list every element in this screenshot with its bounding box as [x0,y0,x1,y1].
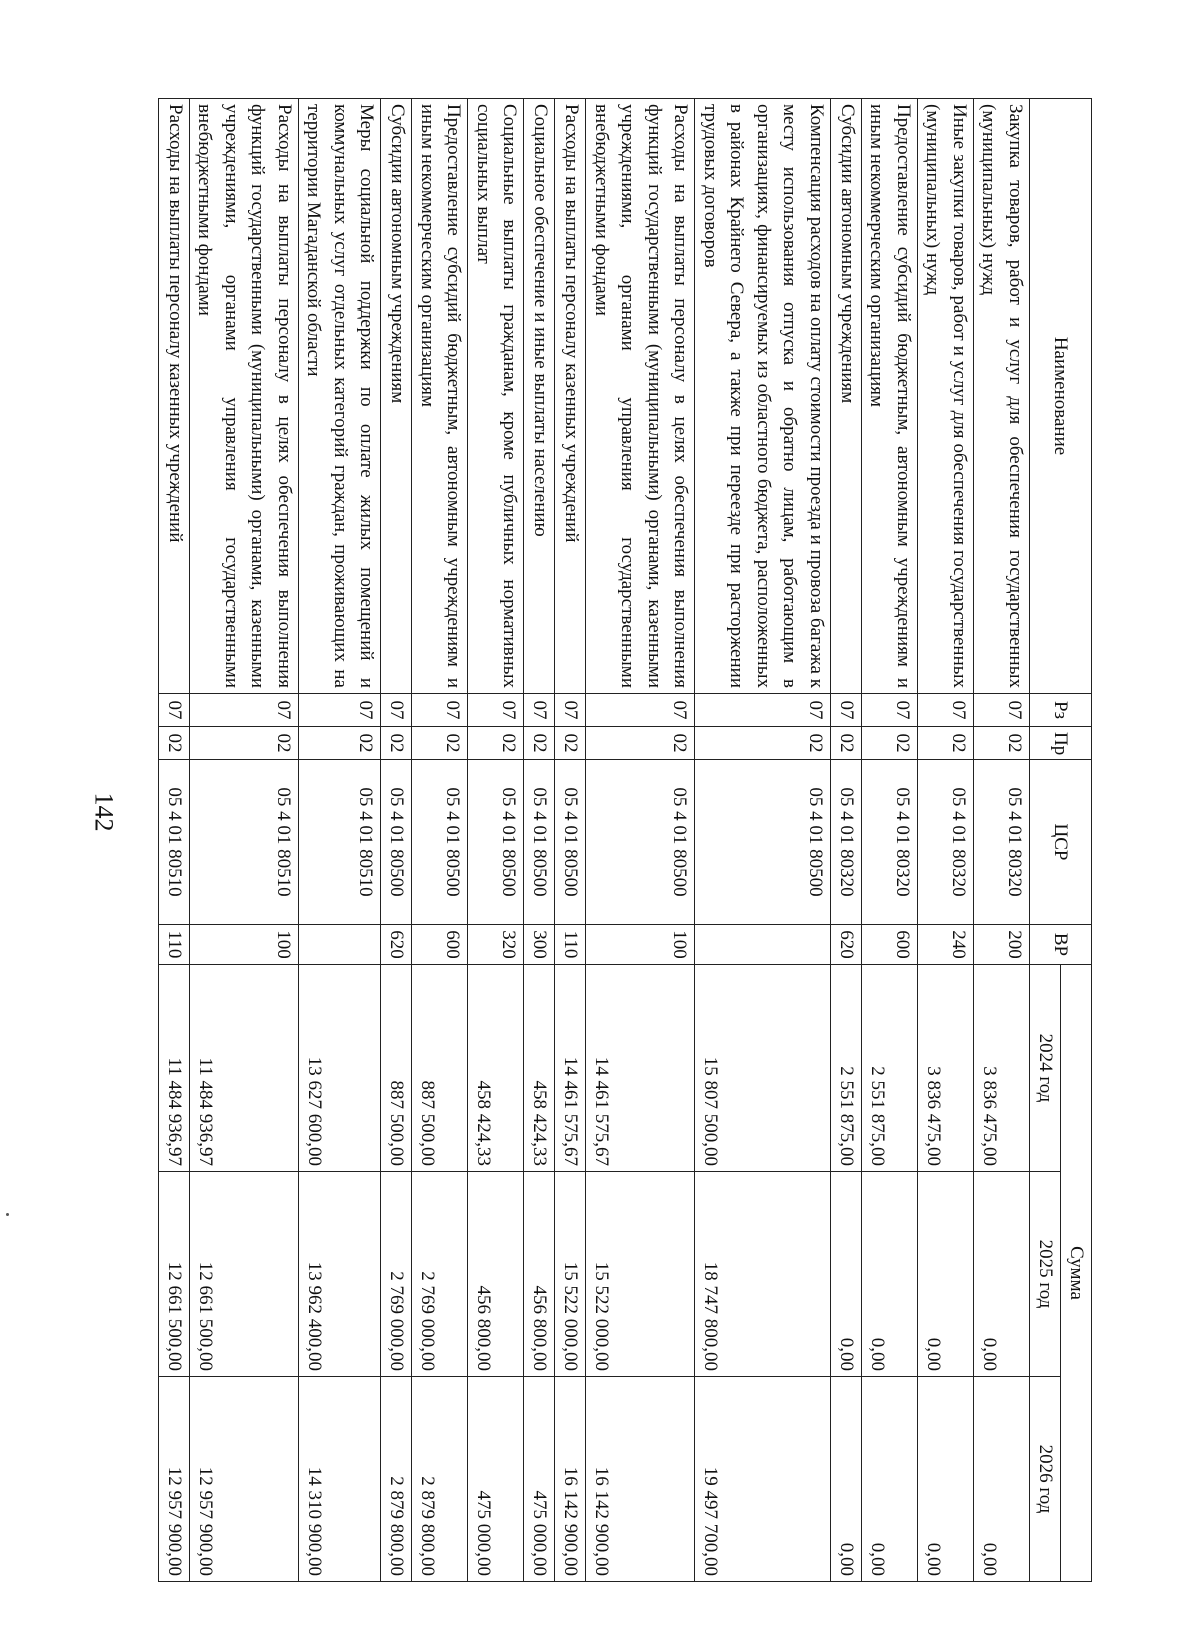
cell-2025: 456 800,00 [524,1172,555,1377]
cell-vr: 620 [381,925,412,965]
header-pr: Пр [1030,727,1092,760]
cell-rz: 07 [381,694,412,727]
cell-2025: 15 522 000,00 [586,1172,695,1377]
table-row [299,99,382,1582]
cell-2026: 19 497 700,00 [695,1377,831,1582]
cell-rz: 07 [190,694,299,727]
cell-2026: 16 142 900,00 [555,1377,586,1582]
cell-rz: 07 [555,694,586,727]
cell-vr: 600 [412,925,468,965]
cell-2026: 16 142 900,00 [586,1377,695,1582]
cell-2025: 0,00 [862,1172,918,1377]
cell-2024: 2 551 875,00 [831,965,862,1172]
cell-name: Расходы на выплаты персоналу в целях обеспечения выполнения функций государственными (муниципальными) органами, казенными учреждениями, органами управления государственными внебюджетными фондами [586,99,695,694]
cell-2026: 12 957 900,00 [190,1377,299,1582]
cell-vr: 300 [524,925,555,965]
cell-pr: 02 [159,727,190,760]
cell-2025: 456 800,00 [468,1172,524,1377]
cell-2025: 12 661 500,00 [190,1172,299,1377]
header-vr: ВР [1030,925,1092,965]
budget-table-container [164,98,1092,1581]
cell-vr: 320 [468,925,524,965]
cell-2024: 14 461 575,67 [555,965,586,1172]
cell-2024: 13 627 600,00 [299,965,382,1172]
cell-2025: 2 769 000,00 [412,1172,468,1377]
cell-2025: 13 962 400,00 [299,1172,382,1377]
cell-2024: 11 484 936,97 [190,965,299,1172]
cell-pr: 02 [524,727,555,760]
cell-vr: 200 [974,925,1030,965]
header-2026: 2026 год [1030,1377,1061,1582]
header-sum: Сумма [1061,965,1092,1582]
cell-csr: 05 4 01 80320 [831,760,862,925]
cell-pr: 02 [468,727,524,760]
header-2025: 2025 год [1030,1172,1061,1377]
cell-csr: 05 4 01 80510 [190,760,299,925]
cell-2025: 2 769 000,00 [381,1172,412,1377]
cell-csr: 05 4 01 80500 [381,760,412,925]
cell-name: Социальные выплаты гражданам, кроме публичных нормативных социальных выплат [468,99,524,694]
cell-rz: 07 [586,694,695,727]
cell-2024: 3 836 475,00 [974,965,1030,1172]
cell-name: Расходы на выплаты персоналу казенных учреждений [159,99,190,694]
cell-name: Субсидии автономным учреждениям [381,99,412,694]
cell-2026: 0,00 [831,1377,862,1582]
table-body [159,99,1030,1582]
cell-rz: 07 [831,694,862,727]
table-row [381,99,412,1582]
cell-2024: 458 424,33 [524,965,555,1172]
cell-2025: 15 522 000,00 [555,1172,586,1377]
cell-pr: 02 [918,727,974,760]
cell-rz: 07 [862,694,918,727]
table-row [695,99,831,1582]
cell-name: Расходы на выплаты персоналу в целях обеспечения выполнения функций государственными (муниципальными) органами, казенными учреждениями, органами управления государственными внебюджетными фондами [190,99,299,694]
table-row [159,99,190,1582]
cell-pr: 02 [974,727,1030,760]
cell-vr: 600 [862,925,918,965]
cell-2025: 0,00 [918,1172,974,1377]
cell-vr [299,925,382,965]
cell-csr: 05 4 01 80320 [862,760,918,925]
cell-name: Меры социальной поддержки по оплате жилых помещений и коммунальных услуг отдельных категорий граждан, проживающих на территории Магаданской области [299,99,382,694]
cell-csr: 05 4 01 80320 [974,760,1030,925]
cell-2024: 2 551 875,00 [862,965,918,1172]
cell-vr: 240 [918,925,974,965]
cell-2026: 14 310 900,00 [299,1377,382,1582]
cell-vr: 100 [190,925,299,965]
cell-2025: 0,00 [831,1172,862,1377]
cell-pr: 02 [299,727,382,760]
cell-name: Иные закупки товаров, работ и услуг для обеспечения государственных (муниципальных) нужд [918,99,974,694]
cell-2024: 11 484 936,97 [159,965,190,1172]
cell-rz: 07 [974,694,1030,727]
cell-rz: 07 [524,694,555,727]
cell-name: Субсидии автономным учреждениям [831,99,862,694]
table-row [524,99,555,1582]
cell-2026: 0,00 [918,1377,974,1582]
cell-vr: 620 [831,925,862,965]
cell-rz: 07 [695,694,831,727]
cell-vr [695,925,831,965]
cell-csr: 05 4 01 80510 [159,760,190,925]
cell-name: Расходы на выплаты персоналу казенных учреждений [555,99,586,694]
cell-2026: 12 957 900,00 [159,1377,190,1582]
cell-rz: 07 [299,694,382,727]
cell-pr: 02 [586,727,695,760]
cell-2026: 0,00 [974,1377,1030,1582]
cell-vr: 110 [555,925,586,965]
cell-pr: 02 [831,727,862,760]
cell-name: Компенсация расходов на оплату стоимости проезда и провоза багажа к месту использования отпуска и обратно лицам, работающим в организациях, финансируемых из областного бюджета, расположенных в районах Крайнего Севера, а также при переезде при расторжении трудовых договоров [695,99,831,694]
cell-name: Закупка товаров, работ и услуг для обеспечения государственных (муниципальных) нужд [974,99,1030,694]
cell-2026: 475 000,00 [524,1377,555,1582]
cell-2026: 2 879 800,00 [412,1377,468,1582]
cell-rz: 07 [918,694,974,727]
cell-pr: 02 [862,727,918,760]
cell-2026: 475 000,00 [468,1377,524,1582]
cell-csr: 05 4 01 80320 [918,760,974,925]
cell-rz: 07 [468,694,524,727]
cell-csr: 05 4 01 80500 [555,760,586,925]
cell-pr: 02 [190,727,299,760]
cell-name: Социальное обеспечение и иные выплаты населению [524,99,555,694]
cell-rz: 07 [159,694,190,727]
cell-name: Предоставление субсидий бюджетным, автономным учреждениям и иным некоммерческим организациям [862,99,918,694]
cell-pr: 02 [412,727,468,760]
header-2024: 2024 год [1030,965,1061,1172]
cell-vr: 100 [586,925,695,965]
table-row [412,99,468,1582]
cell-csr: 05 4 01 80500 [468,760,524,925]
cell-2024: 458 424,33 [468,965,524,1172]
scan-speck [6,1213,9,1216]
cell-pr: 02 [381,727,412,760]
cell-2024: 887 500,00 [381,965,412,1172]
header-csr: ЦСР [1030,760,1092,925]
header-row [1061,99,1092,1582]
cell-csr: 05 4 01 80510 [299,760,382,925]
cell-vr: 110 [159,925,190,965]
cell-2024: 14 461 575,67 [586,965,695,1172]
header-name: Наименование [1030,99,1092,694]
table-row [862,99,918,1582]
cell-2024: 3 836 475,00 [918,965,974,1172]
cell-pr: 02 [695,727,831,760]
cell-2024: 887 500,00 [412,965,468,1172]
cell-2025: 18 747 800,00 [695,1172,831,1377]
cell-2026: 2 879 800,00 [381,1377,412,1582]
cell-2025: 12 661 500,00 [159,1172,190,1377]
table-row [468,99,524,1582]
table-row [190,99,299,1582]
cell-2024: 15 807 500,00 [695,965,831,1172]
table-row [555,99,586,1582]
cell-2025: 0,00 [974,1172,1030,1377]
cell-csr: 05 4 01 80500 [695,760,831,925]
table-row [918,99,974,1582]
cell-2026: 0,00 [862,1377,918,1582]
page-number: 142 [89,792,119,832]
table-row [831,99,862,1582]
cell-csr: 05 4 01 80500 [524,760,555,925]
budget-table [158,98,1092,1582]
table-row [974,99,1030,1582]
cell-csr: 05 4 01 80500 [412,760,468,925]
cell-csr: 05 4 01 80500 [586,760,695,925]
table-row [586,99,695,1582]
header-rz: Рз [1030,694,1092,727]
cell-name: Предоставление субсидий бюджетным, автономным учреждениям и иным некоммерческим организациям [412,99,468,694]
cell-rz: 07 [412,694,468,727]
cell-pr: 02 [555,727,586,760]
